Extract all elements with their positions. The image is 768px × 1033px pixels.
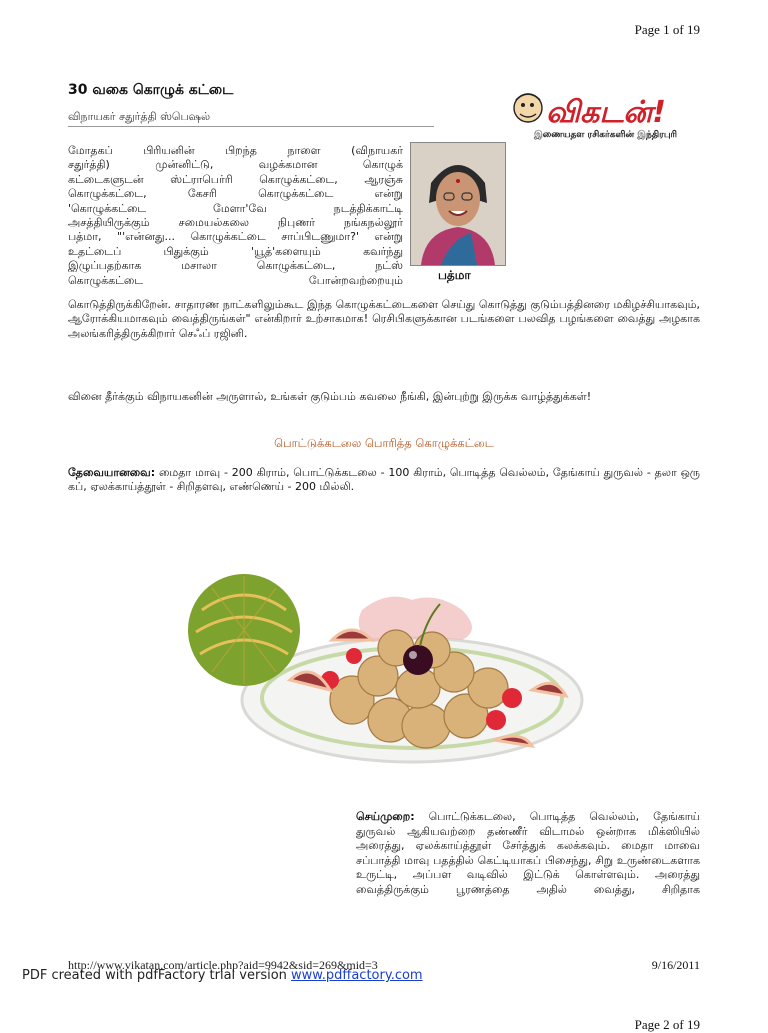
blessing-text: வினை தீர்க்கும் விநாயகனின் அருளால், உங்கள் குடும்பம் கவலை நீங்கி, இன்புற்று இருக்க வாழ்த்துக்கள்!	[68, 390, 592, 403]
ingredients-paragraph	[68, 466, 700, 495]
kozhukattai-plate-image	[182, 570, 590, 770]
pdf-watermark-text: PDF created with pdfFactory trial version	[22, 968, 292, 983]
logo-wordmark: விகடன்!	[546, 95, 666, 130]
pdf-watermark	[22, 968, 423, 983]
ingredients-text: மைதா மாவு - 200 கிராம், பொட்டுக்கடலை - 100 கிராம், பொடித்த வெல்லம், தேங்காய் துருவல் - தலா ஒரு கப், ஏலக்காய்த்தூள் - சிறிதளவு, எண்ணெய் - 200 மில்லி.	[68, 466, 700, 494]
intro-line: அசத்தியிருக்கும் சமையல்கலை நிபுணர் நங்கநல்லூர்	[68, 216, 403, 229]
method-text: பொட்டுக்கடலை, பொடித்த வெல்லம், தேங்காய் துருவல் ஆகியவற்றை தண்ணீர் விடாமல் ஒன்றாக மிக்ஸியில் அரைத்து, ஏலக்காய்த்தூள் சேர்த்துக் கலக்கவும். மைதா மாவை சப்பாத்தி மாவு பதத்தில் கெட்டியாகப் பிசைந்து, சிறு உருண்டைகளாக உருட்டி, அப்பள வடிவில் இட்டுக் கொள்ளவும். அரைத்து வைத்திருக்கும் பூரணத்தை அதில் வைத்து, சிறிதாக	[356, 810, 700, 896]
article-subtitle: விநாயகர் சதுர்த்தி ஸ்பெஷல்	[68, 110, 211, 123]
method-paragraph	[356, 810, 700, 898]
title-divider	[68, 126, 434, 127]
recipe-title: பொட்டுக்கடலை பொரித்த கொழுக்கட்டை	[274, 436, 494, 450]
page-number: Page 1 of 19	[634, 22, 700, 37]
mascot-icon	[514, 94, 542, 122]
intro-line: கொழுக்கட்டை போன்றவற்றையும்	[68, 273, 403, 287]
chef-portrait-image	[410, 142, 506, 266]
intro-line: கட்டைகளுடன் ஸ்ட்ராபெர்ரி கொழுக்கட்டை, ஆரஞ்சு	[68, 172, 403, 186]
intro-continuation: கொடுத்திருக்கிறேன். சாதாரண நாட்களிலும்கூட இந்த கொழுக்கட்டைகளை செய்து கொடுத்து குடும்பத்தினரை மகிழச்சியாகவும், ஆரோக்கியமாகவும் வைத்திருங்கள்" என்கிறார் உற்சாகமாக! ரெசிபிகளுக்கான படங்களை பலவித பழங்களை வைத்து அழகாக அலங்கரித்திருக்கிறார் செஃப் ரஜினி.	[68, 298, 700, 340]
logo-tagline: இணையதள ரசிகர்களின் இந்திரபுரி	[534, 130, 678, 140]
intro-line: மோதகப் பிரியனின் பிறந்த நாளை (விநாயகர்	[68, 144, 403, 157]
pdffactory-link[interactable]: www.pdffactory.com	[291, 968, 423, 983]
intro-line: கொழுக்கட்டை, கேசரி கொழுக்கட்டை என்று	[68, 187, 403, 201]
footer-date: 9/16/2011	[651, 958, 700, 972]
ingredients-label: தேவையானவை:	[68, 466, 156, 479]
intro-line: இழுப்பதற்காக மசாலா கொழுக்கட்டை, நட்ஸ்	[68, 259, 403, 273]
article-title: 30 வகை கொழுக் கட்டை	[68, 82, 234, 98]
intro-line: சதுர்த்தி) முன்னிட்டு, வழக்கமான கொழுக்	[68, 158, 403, 172]
footer-url: http://www.vikatan.com/article.php?aid=9942&sid=269&mid=3	[68, 958, 378, 972]
intro-line: 'கொழுக்கட்டை மேளா'வே நடத்திக்காட்டி	[68, 201, 403, 215]
photo-caption: பத்மா	[438, 268, 471, 282]
intro-line: உதட்டைப் பிதுக்கும் 'யூத்'களையும் கவர்ந்து	[68, 244, 403, 258]
method-label: செய்முறை:	[356, 810, 415, 823]
intro-line: பத்மா, "'என்னது... கொழுக்கட்டை சாப்பிடணுமா?' என்று	[68, 230, 403, 244]
next-page-number: Page 2 of 19	[634, 1017, 700, 1032]
